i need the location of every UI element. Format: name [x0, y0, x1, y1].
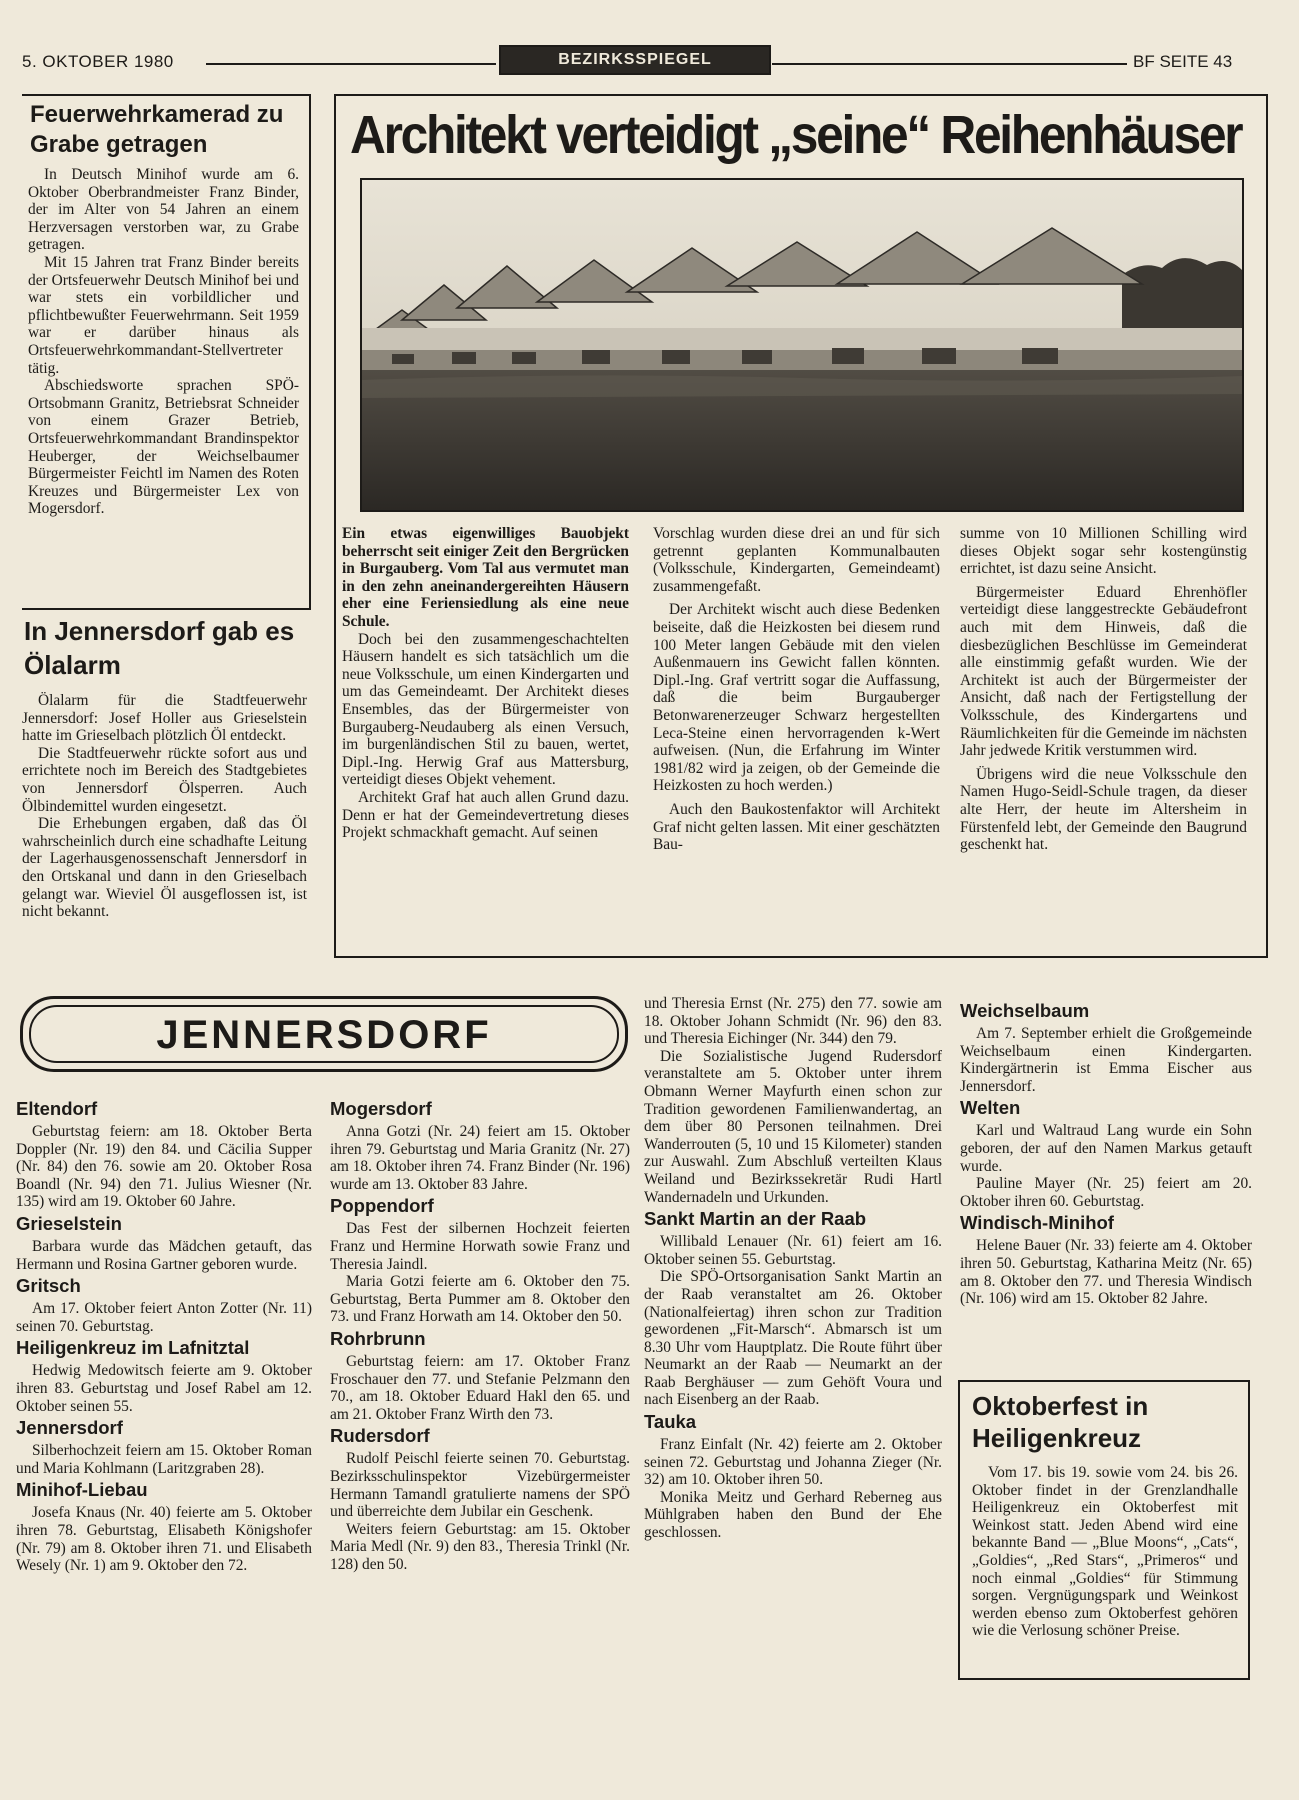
town-entry: Anna Gotzi (Nr. 24) feiert am 15. Oktober ihren 79. Geburtstag und Maria Granitz (Nr. 27) am 18. Oktober ihren 74. Franz Binder (Nr. 196) wurde am 13. Oktober 83 Jahre.	[330, 1123, 630, 1193]
town-entry: Weiters feiern Geburtstag: am 15. Oktober Maria Medl (Nr. 9) den 83., Theresia Trinkl (Nr. 128) den 50.	[330, 1520, 630, 1573]
town-heading: Minihof-Liebau	[16, 1479, 148, 1501]
town-entry: Rudolf Peischl feierte seinen 70. Geburtstag. Bezirksschulinspektor Vizebürgermeister Hermann Tamandl gratulierte namens der SPÖ und überreichte dem Jubilar ein Geschenk.	[330, 1450, 630, 1521]
architekt-paragraph: Der Architekt wischt auch diese Bedenken beiseite, daß die Heizkosten bei diesem rund 100 Meter langen Gebäude mit den vielen Außenmauern ins Gewicht fallen könnten. Dipl.-Ing. Graf vertritt sogar die Auffassung, daß die beim Burgauberger Betonwarenerzeuger Schwarz hergestellten Leca-Steine einen hervorragenden k-Wert aufweisen. (Nun, die Erfahrung im Winter 1981/82 wird ja zeigen, ob der Gemeinde die Heizkosten zu hoch werden.)	[653, 601, 940, 795]
oktoberfest-title: Oktoberfest in Heiligenkreuz	[972, 1391, 1149, 1453]
town-entry: Hedwig Medowitsch feierte am 9. Oktober ihren 83. Geburtstag und Josef Rabel am 12. Oktober seinen 55.	[16, 1362, 312, 1415]
town-entry: Karl und Waltraud Lang wurde ein Sohn geboren, der auf den Namen Markus getauft wurde.	[960, 1122, 1252, 1175]
jennersdorf-col-2	[330, 1096, 630, 1573]
jennersdorf-banner-label: JENNERSDORF	[156, 1013, 492, 1057]
town-entry: Die SPÖ-Ortsorganisation Sankt Martin an der Raab veranstaltet am 26. Oktober (Nationalfeiertag) ihren schon zur Tradition gewordenen „Fit-Marsch“. Abmarsch ist um 8.30 Uhr vom Hauptplatz. Die Route führt über Neumarkt an der Raab — Neumarkt an der Raab Berghäuser — zum Gehöft Voura und nach Eisenberg an der Raab.	[644, 1268, 942, 1409]
photo-row-houses	[360, 178, 1244, 512]
section-label: BEZIRKSSPIEGEL	[558, 51, 712, 68]
architekt-paragraph: Architekt Graf hat auch allen Grund dazu. Denn er hat der Gemeindevertretung dieses Projekt schmackhaft gemacht. Auf seinen	[342, 788, 629, 842]
architekt-headline: Architekt verteidigt „seine“ Reihenhäuser	[350, 105, 1242, 165]
header-rule-left	[206, 63, 496, 65]
oelalarm-paragraph: Ölalarm für die Stadtfeuerwehr Jennersdorf: Josef Holler aus Grieselstein hatte im Grieselbach plötzlich Öl entdeckt.	[22, 692, 307, 745]
town-heading: Eltendorf	[16, 1098, 98, 1119]
oelalarm-story	[18, 614, 313, 976]
town-entry: Franz Einfalt (Nr. 42) feierte am 2. Oktober seinen 72. Geburtstag und Johanna Zieger (Nr. 32) am 10. Oktober ihren 50.	[644, 1436, 942, 1489]
architekt-paragraph: Bürgermeister Eduard Ehrenhöfler verteidigt diese langgestreckte Gebäudefront auch mit dem Hinweis, daß die diesbezüglichen Beschlüsse im Gemeinderat alle einstimmig gefaßt wurden. Wie der Architekt ist auch der Bürgermeister der Ansicht, daß nach der Fertigstellung der Volksschule, des Kindergartens und Räumlichkeiten für die Gemeinde im nächsten Jahr jedwede Kritik verstummen wird.	[960, 583, 1247, 760]
town-entry: Barbara wurde das Mädchen getauft, das Hermann und Rosina Gartner geboren wurde.	[16, 1237, 312, 1273]
feuerwehr-paragraph: In Deutsch Minihof wurde am 6. Oktober Oberbrandmeister Franz Binder, der im Alter von 54 Jahren an einem Herzversagen verstorben war, zu Grabe getragen.	[28, 166, 299, 254]
town-heading: Grieselstein	[16, 1212, 122, 1234]
town-entry: Geburtstag feiern: am 17. Oktober Franz Froschauer den 77. und Stefanie Pelzmann den 70., am 18. Oktober Eduard Hakl den 65. und am 21. Oktober Franz Wirth den 73.	[330, 1352, 630, 1423]
town-entry: Geburtstag feiern: am 18. Oktober Berta Doppler (Nr. 19) den 84. und Cäcilia Supper (Nr. 84) den 76. sowie am 20. Oktober Rosa Boandl (Nr. 94) den 71. Julius Wiesner (Nr. 135) wird am 19. Oktober 60 Jahre.	[16, 1123, 312, 1211]
architekt-col-3	[960, 525, 1247, 854]
town-heading: Rohrbrunn	[330, 1327, 426, 1349]
town-heading: Gritsch	[16, 1275, 81, 1297]
architekt-lead: Ein etwas eigenwilliges Bauobjekt beherrscht seit einiger Zeit den Bergrücken in Burgauberg. Vom Tal aus vermutet man in den zehn aneinandergereihten Häusern eher eine Feriensiedlung als eine neue Schule.	[342, 525, 629, 630]
feuerwehr-body	[22, 166, 309, 518]
town-heading: Windisch-Minihof	[960, 1212, 1114, 1234]
jennersdorf-banner	[20, 996, 628, 1072]
town-entry: und Theresia Ernst (Nr. 275) den 77. sowie am 18. Oktober Johann Schmidt (Nr. 96) den 83. und Theresia Eichinger (Nr. 344) den 79.	[644, 995, 942, 1048]
architekt-paragraph: Vorschlag wurden diese drei an und für sich getrennt geplanten Kommunalbauten (Volksschule, Kindergarten, Gemeindeamt) zusammengefaßt.	[653, 525, 940, 595]
section-badge	[499, 45, 771, 75]
architekt-paragraph: summe von 10 Millionen Schilling wird dieses Objekt sogar sehr kostengünstig errichtet, ist dazu seine Ansicht.	[960, 525, 1247, 578]
jennersdorf-col-4	[960, 998, 1252, 1308]
town-heading: Welten	[960, 1097, 1021, 1119]
town-heading: Poppendorf	[330, 1195, 434, 1217]
town-entry: Am 17. Oktober feiert Anton Zotter (Nr. 11) seinen 70. Geburtstag.	[16, 1300, 312, 1335]
header-date: 5. OKTOBER 1980	[22, 52, 174, 71]
town-entry: Josefa Knaus (Nr. 40) feierte am 5. Oktober ihren 78. Geburtstag, Elisabeth Königshofer (Nr. 79) am 8. Oktober ihren 71. und Elisabeth Wesely (Nr. 1) am 9. Oktober den 72.	[16, 1504, 312, 1575]
town-heading: Sankt Martin an der Raab	[644, 1208, 867, 1230]
feuerwehr-paragraph: Mit 15 Jahren trat Franz Binder bereits der Ortsfeuerwehr Deutsch Minihof bei und war stets ein vorbildlicher und pflichtbewußter Feuerwehrmann. Seit 1959 war er darüber hinaus als Ortsfeuerwehrkommandant-Stellvertreter tätig.	[28, 253, 299, 377]
town-heading: Tauka	[644, 1411, 697, 1433]
feuerwehr-title: Feuerwehrkamerad zu Grabe getragen	[30, 101, 284, 158]
row-houses-illustration	[362, 180, 1242, 510]
town-entry: Am 7. September erhielt die Großgemeinde Weichselbaum einen Kindergarten. Kindergärtnerin ist Emma Eischer aus Jennersdorf.	[960, 1025, 1252, 1095]
oktoberfest-text: Vom 17. bis 19. sowie vom 24. bis 26. Oktober findet in der Grenzlandhalle Heiligenkreuz ein Oktoberfest mit Weinkost statt. Jeden Abend wird eine bekannte Band — „Blue Moons“, „Cats“, „Goldies“, „Red Stars“, „Primeros“ und noch einmal „Goldies“ für Stimmung sorgen. Vergnügungspark und Weinkost werden ebenso zum Oktoberfest gehören wie die Verlosung schöner Preise.	[972, 1464, 1238, 1640]
feuerwehr-paragraph: Abschiedsworte sprachen SPÖ-Ortsobmann Granitz, Betriebsrat Schneider von einem Grazer Betrieb, Ortsfeuerwehrkommandant Brandinspektor Heuberger, der Weichselbaumer Bürgermeister Feichtl im Namen des Roten Kreuzes und Bürgermeister Lex von Mogersdorf.	[28, 377, 299, 518]
town-heading: Jennersdorf	[16, 1417, 123, 1439]
architekt-col-2	[653, 525, 940, 854]
architekt-col-1	[342, 525, 629, 842]
town-entry: Die Sozialistische Jugend Rudersdorf veranstaltete am 5. Oktober unter ihrem Obmann Werner Mayfurth einen schon zur Tradition gewordenen Familienwandertag, an dem über 80 Personen teilnahmen. Drei Wanderrouten (5, 10 und 15 Kilometer) standen zur Auswahl. Zum Abschluß verteilten Klaus Weiland und Bezirkssekretär Rudi Hartl Wandernadeln und Urkunden.	[644, 1047, 942, 1206]
town-entry: Silberhochzeit feiern am 15. Oktober Roman und Maria Kohlmann (Laritzgraben 28).	[16, 1442, 312, 1477]
header-rule-right	[772, 63, 1127, 65]
town-entry: Monika Meitz und Gerhard Reberneg aus Mühlgraben haben den Bund der Ehe geschlossen.	[644, 1488, 942, 1542]
town-entry: Willibald Lenauer (Nr. 61) feiert am 16. Oktober seinen 55. Geburtstag.	[644, 1233, 942, 1268]
architekt-paragraph: Auch den Baukostenfaktor will Architekt Graf nicht gelten lassen. Mit einer geschätzten Bau-	[653, 800, 940, 854]
town-heading: Mogersdorf	[330, 1098, 432, 1119]
feuerwehr-box	[22, 94, 311, 610]
jennersdorf-col-1	[16, 1096, 312, 1575]
town-heading: Heiligenkreuz im Lafnitztal	[16, 1337, 250, 1359]
architekt-paragraph: Übrigens wird die neue Volksschule den Namen Hugo-Seidl-Schule tragen, da dieser alte Herr, der heute im Altersheim in Fürstenfeld lebt, der Gemeinde den Baugrund geschenkt hat.	[960, 765, 1247, 854]
architekt-paragraph: Doch bei den zusammengeschachtelten Häusern handelt es sich tatsächlich um die neue Volksschule, um einen Kindergarten und um das Gemeindeamt. Der Architekt dieses Ensembles, das der Bürgermeister von Burgauberg-Neudauberg als einen Versuch, im burgenländischen Stil zu bauen, wertet, Dipl.-Ing. Herwig Graf aus Mattersburg, verteidigt dieses Objekt vehement.	[342, 630, 629, 789]
town-heading: Weichselbaum	[960, 1000, 1090, 1021]
page-number: BF SEITE 43	[1133, 52, 1233, 71]
oelalarm-title: In Jennersdorf gab es Ölalarm	[24, 616, 295, 680]
town-entry: Maria Gotzi feierte am 6. Oktober den 75. Geburtstag, Berta Pummer am 8. Oktober den 73. und Franz Horwath am 14. Oktober den 50.	[330, 1273, 630, 1326]
oktoberfest-box	[958, 1380, 1250, 1680]
oelalarm-paragraph: Die Stadtfeuerwehr rückte sofort aus und errichtete noch im Bereich des Stadtgebietes von Jennersdorf Ölsperren. Auch Ölbindemittel wurden eingesetzt.	[22, 744, 307, 815]
town-entry: Helene Bauer (Nr. 33) feierte am 4. Oktober ihren 50. Geburtstag, Katharina Meitz (Nr. 65) am 8. Oktober den 77. und Theresia Windisch (Nr. 106) wird am 15. Oktober 82 Jahre.	[960, 1237, 1252, 1308]
town-heading: Rudersdorf	[330, 1425, 430, 1447]
town-entry: Das Fest der silbernen Hochzeit feierten Franz und Hermine Horwath sowie Franz und Theresia Jaindl.	[330, 1220, 630, 1273]
town-entry: Pauline Mayer (Nr. 25) feiert am 20. Oktober ihren 60. Geburtstag.	[960, 1175, 1252, 1210]
jennersdorf-col-3	[644, 995, 942, 1542]
oelalarm-paragraph: Die Erhebungen ergaben, daß das Öl wahrscheinlich durch eine schadhafte Leitung der Lagerhausgenossenschaft Jennersdorf in den Ortskanal und dann in den Grieselbach gelangt war. Wieviel Öl ausgeflossen ist, ist nicht bekannt.	[22, 815, 307, 921]
